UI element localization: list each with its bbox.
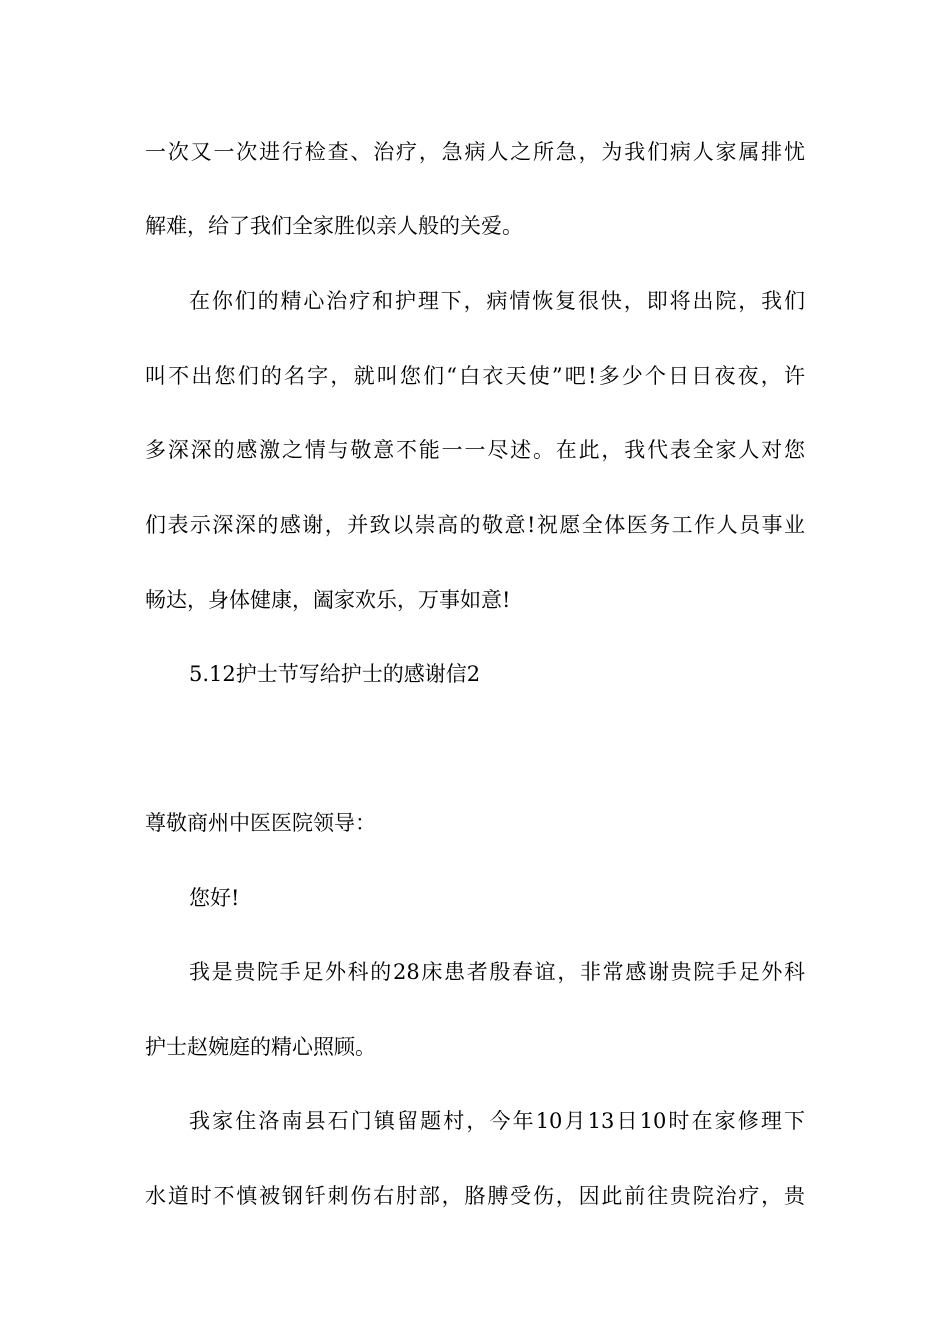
paragraph-2-line-2: 叫不出您们的名字，就叫您们“白衣天使”吧!多少个日日夜夜，许 bbox=[145, 364, 805, 388]
greeting: 您好! bbox=[189, 886, 240, 910]
paragraph-2-line-5: 畅达，身体健康，阖家欢乐，万事如意! bbox=[145, 588, 511, 612]
paragraph-3-line-1: 我是贵院手足外科的28床患者殷春谊，非常感谢贵院手足外科 bbox=[189, 960, 805, 984]
section-heading: 5.12护士节写给护士的感谢信2 bbox=[189, 662, 481, 686]
salutation: 尊敬商州中医医院领导： bbox=[145, 811, 376, 835]
paragraph-4-line-2: 水道时不慎被钢钎刺伤右肘部，胳膊受伤，因此前往贵院治疗，贵 bbox=[145, 1184, 805, 1208]
paragraph-1-line-1: 一次又一次进行检查、治疗，急病人之所急，为我们病人家属排忧 bbox=[145, 140, 805, 164]
paragraph-4-line-1: 我家住洛南县石门镇留题村，今年10月13日10时在家修理下 bbox=[189, 1109, 805, 1133]
paragraph-2-line-3: 多深深的感激之情与敬意不能一一尽述。在此，我代表全家人对您 bbox=[145, 438, 805, 462]
paragraph-2-line-1: 在你们的精心治疗和护理下，病情恢复很快，即将出院，我们 bbox=[189, 289, 805, 313]
paragraph-3-line-2: 护士赵婉庭的精心照顾。 bbox=[145, 1035, 376, 1059]
paragraph-2-line-4: 们表示深深的感谢，并致以崇高的敬意!祝愿全体医务工作人员事业 bbox=[145, 513, 805, 537]
paragraph-1-line-2: 解难，给了我们全家胜似亲人般的关爱。 bbox=[145, 214, 523, 238]
